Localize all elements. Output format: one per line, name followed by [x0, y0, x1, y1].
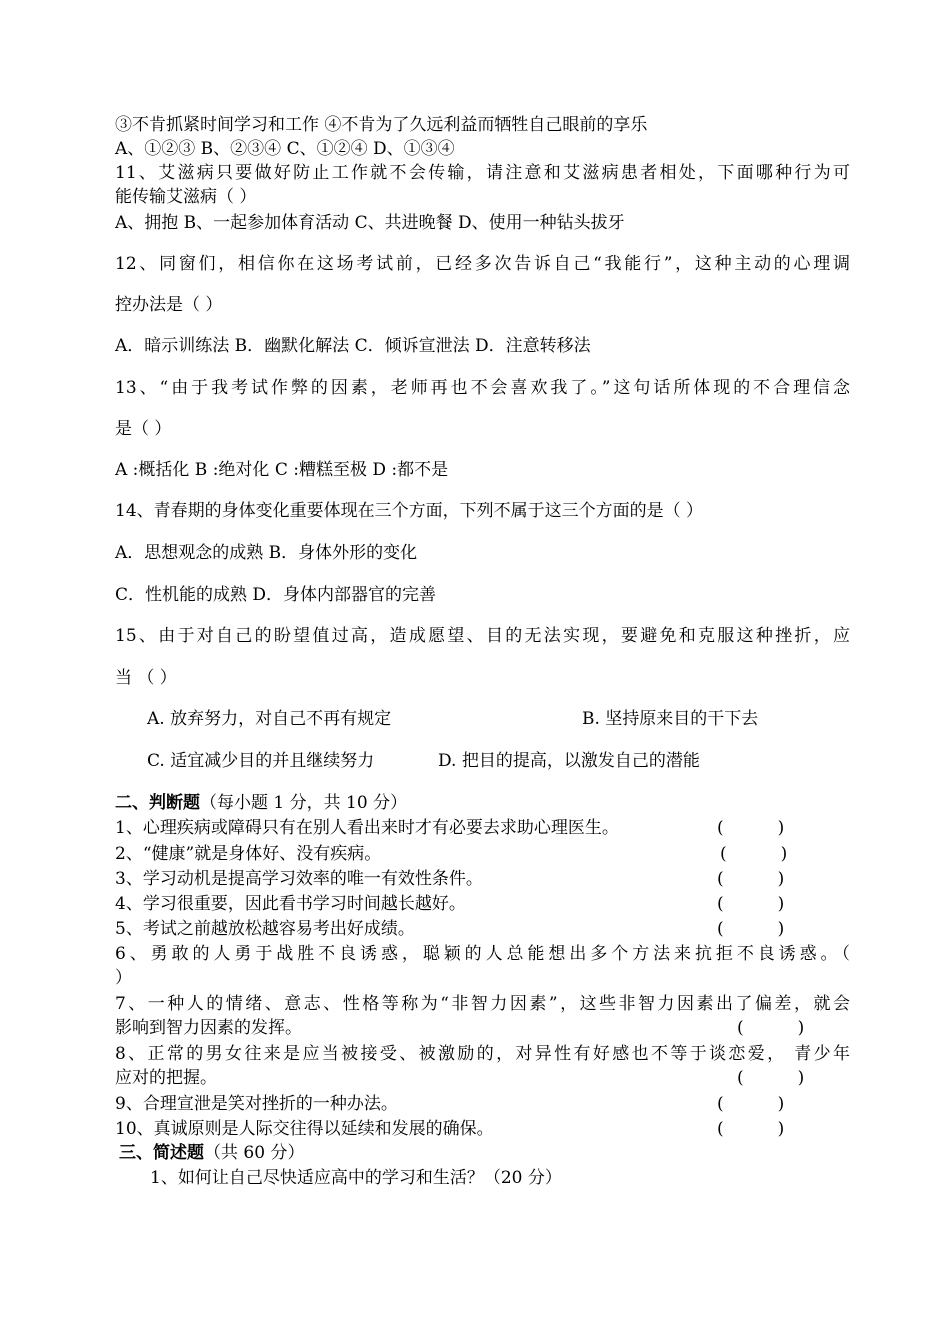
section-2-heading — [115, 792, 407, 814]
judge-2-answer: ( ) — [720, 844, 788, 864]
judge-7-answer: ( ) — [737, 1018, 805, 1038]
q15-choice-d: D. 把目的提高，以激发自己的潜能 — [438, 751, 700, 771]
judge-1: 1、心理疾病或障碍只有在别人看出来时才有必要去求助心理医生。 — [115, 818, 619, 838]
judge-3-answer: ( ) — [717, 869, 785, 889]
q11-stem-line1: 11、艾滋病只要做好防止工作就不会传输，请注意和艾滋病患者相处，下面哪种行为可 — [115, 163, 850, 183]
judge-10: 10、真诚原则是人际交往得以延续和发展的确保。 — [115, 1119, 494, 1139]
judge-5-answer: ( ) — [717, 919, 785, 939]
section-3-heading — [119, 1142, 304, 1164]
section-2-title: 二、判断题 — [115, 793, 200, 813]
q12-stem-line1: 12、同窗们，相信你在这场考试前，已经多次告诉自己“我能行”，这种主动的心理调 — [115, 254, 850, 274]
q15-choice-a: A. 放弃努力，对自己不再有规定 — [147, 709, 392, 729]
section-3-title: 三、简述题 — [119, 1143, 204, 1163]
q14-choices-2: C．性机能的成熟 D．身体内部器官的完善 — [115, 585, 437, 605]
q13-choices: A :概括化 B :绝对化 C :糟糕至极 D :都不是 — [115, 460, 449, 480]
q10-option-line: ③不肯抓紧时间学习和工作 ④不肯为了久远利益而牺牲自己眼前的享乐 — [115, 115, 648, 135]
judge-8-line2: 应对的把握。 — [115, 1068, 217, 1088]
section-3-note: （共 60 分） — [204, 1143, 305, 1163]
q14-stem: 14、青春期的身体变化重要体现在三个方面，下列不属于这三个方面的是（ ） — [115, 501, 704, 521]
q11-stem-line2: 能传输艾滋病（ ） — [115, 187, 257, 207]
q15-stem-line2: 当 （ ） — [115, 668, 177, 688]
q12-choices: A．暗示训练法 B．幽默化解法 C．倾诉宣泄法 D．注意转移法 — [115, 336, 591, 356]
judge-8-line1: 8、正常的男女往来是应当被接受、被激励的，对异性有好感也不等于谈恋爱， 青少年 — [115, 1044, 850, 1064]
short-answer-1: 1、如何让自己尽快适应高中的学习和生活？（20 分） — [150, 1168, 562, 1188]
q14-choices-1: A．思想观念的成熟 B．身体外形的变化 — [115, 543, 418, 563]
judge-7-line2: 影响到智力因素的发挥。 — [115, 1018, 302, 1038]
judge-6-line2: ） — [115, 968, 132, 988]
judge-4: 4、学习很重要，因此看书学习时间越长越好。 — [115, 894, 466, 914]
judge-9-answer: ( ) — [717, 1094, 785, 1114]
q12-stem-line2: 控办法是（ ） — [115, 295, 223, 315]
judge-2: 2、“健康”就是身体好、没有疾病。 — [115, 844, 382, 864]
judge-10-answer: ( ) — [717, 1119, 785, 1139]
q15-choice-c: C. 适宜减少目的并且继续努力 — [147, 751, 375, 771]
q15-stem-line1: 15、由于对自己的盼望值过高，造成愿望、目的无法实现，要避免和克服这种挫折，应 — [115, 626, 850, 646]
q13-stem-line2: 是（ ） — [115, 419, 172, 439]
judge-5: 5、考试之前越放松越容易考出好成绩。 — [115, 919, 415, 939]
judge-8-answer: ( ) — [737, 1068, 805, 1088]
judge-1-answer: ( ) — [717, 818, 785, 838]
section-2-note: （每小题 1 分，共 10 分） — [200, 793, 408, 813]
q11-choices: A、拥抱 B、一起参加体育活动 C、共进晚餐 D、使用一种钻头拔牙 — [115, 213, 625, 233]
q13-stem-line1: 13、“由于我考试作弊的因素，老师再也不会喜欢我了。”这句话所体现的不合理信念 — [115, 378, 850, 398]
judge-7-line1: 7、一种人的情绪、意志、性格等称为“非智力因素”，这些非智力因素出了偏差，就会 — [115, 994, 850, 1014]
q10-choices: A、①②③ B、②③④ C、①②④ D、①③④ — [115, 139, 455, 159]
judge-9: 9、合理宣泄是笑对挫折的一种办法。 — [115, 1094, 398, 1114]
judge-6-line1: 6、勇敢的人勇于战胜不良诱惑，聪颖的人总能想出多个方法来抗拒不良诱惑。（ — [115, 944, 850, 964]
q15-choice-b: B. 坚持原来目的干下去 — [582, 709, 759, 729]
judge-3: 3、学习动机是提高学习效率的唯一有效性条件。 — [115, 869, 483, 889]
judge-4-answer: ( ) — [717, 894, 785, 914]
